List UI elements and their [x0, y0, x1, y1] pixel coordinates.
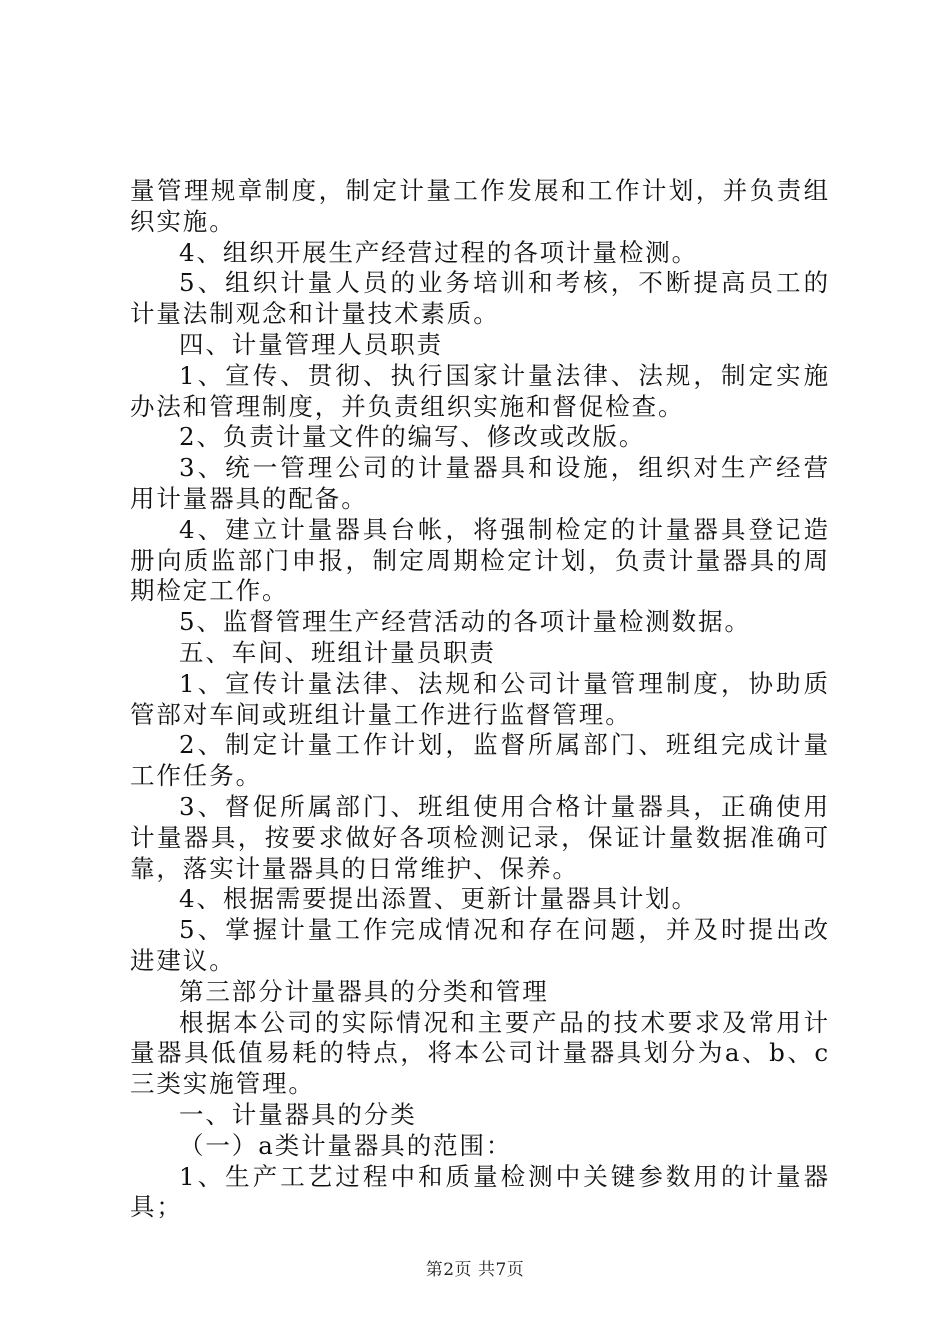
page-number: 第2页 共7页 [425, 1260, 525, 1280]
paragraph: 4、建立计量器具台帐，将强制检定的计量器具登记造册向质监部门申报，制定周期检定计划，负责计量器具的周期检定工作。 [130, 514, 830, 606]
paragraph: 4、根据需要提出添置、更新计量器具计划。 [179, 884, 699, 914]
paragraph: 5、监督管理生产经营活动的各项计量检测数据。 [179, 607, 751, 637]
part-heading: 第三部分计量器具的分类和管理 [179, 976, 549, 1006]
section-heading: 四、计量管理人员职责 [179, 329, 443, 359]
paragraph: 2、负责计量文件的编写、修改或改版。 [179, 422, 646, 452]
paragraph: 5、组织计量人员的业务培训和考核，不断提高员工的计量法制观念和计量技术素质。 [130, 268, 830, 329]
page-footer [0, 1255, 950, 1280]
paragraph: 1、宣传、贯彻、执行国家计量法律、法规，制定实施办法和管理制度，并负责组织实施和督促检查。 [130, 360, 830, 421]
paragraph: 5、掌握计量工作完成情况和存在问题，并及时提出改进建议。 [130, 915, 830, 975]
paragraph: 4、组织开展生产经营过程的各项计量检测。 [179, 237, 699, 267]
document-body [130, 176, 830, 1223]
section-heading: 一、计量器具的分类 [179, 1099, 417, 1129]
paragraph: 1、生产工艺过程中和质量检测中关键参数用的计量器具； [130, 1161, 830, 1222]
paragraph: 根据本公司的实际情况和主要产品的技术要求及常用计量器具低值易耗的特点，将本公司计量器具划分为a、b、c三类实施管理。 [130, 1007, 830, 1099]
paragraph: 3、督促所属部门、班组使用合格计量器具，正确使用计量器具，按要求做好各项检测记录，保证计量数据准确可靠，落实计量器具的日常维护、保养。 [130, 791, 830, 883]
subsection-heading: （一）a类计量器具的范围： [179, 1130, 513, 1160]
paragraph: 3、统一管理公司的计量器具和设施，组织对生产经营用计量器具的配备。 [130, 453, 830, 513]
paragraph: 1、宣传计量法律、法规和公司计量管理制度，协助质管部对车间或班组计量工作进行监督管理。 [130, 668, 830, 729]
section-heading: 五、车间、班组计量员职责 [179, 637, 496, 667]
paragraph: 量管理规章制度，制定计量工作发展和工作计划，并负责组织实施。 [130, 176, 830, 236]
paragraph: 2、制定计量工作计划，监督所属部门、班组完成计量工作任务。 [130, 730, 830, 791]
